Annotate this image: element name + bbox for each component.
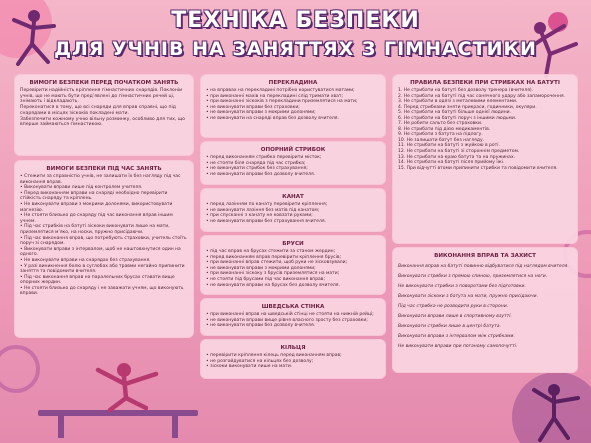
list-item: 9. Не стрибати з батута на підлогу. (398, 132, 483, 138)
list-item: • не розгойдуватися на кільцях без дозволу; (206, 359, 380, 365)
list-item: • не стояти біля снаряда під час стрибка; (206, 161, 380, 167)
list-item: • перед виконанням стрибка перевірити місток; (206, 155, 380, 161)
rule-list (206, 249, 380, 288)
rule-list (206, 353, 380, 370)
list-item: • зіскоки виконувати лише на мати. (206, 364, 380, 370)
list-item: • Виконувати вправи лише під контролем учителя. (20, 185, 188, 191)
list-item: • Не виконувати вправи на снарядах без страхування. (20, 258, 188, 264)
list-item: • перевірити кріплення кілець перед виконанням вправ; (206, 353, 380, 359)
panel-heading: ПРАВИЛА БЕЗПЕКИ ПРИ СТРИБКАХ НА БАТУТІ (410, 80, 560, 86)
panel-during-classes (14, 160, 194, 338)
list-item: • не стояти під брусами під час виконання вправ; (206, 277, 380, 283)
list-item: • при спусканні з канату не ковзати руками; (206, 213, 380, 219)
list-item: • не виконувати вправи з мокрими долонями; (206, 266, 380, 272)
list-item: • при виконанні вправ на шведській стінці не стояти на нижній рейці; (206, 312, 380, 318)
panel-heading: КІЛЬЦЯ (280, 345, 306, 351)
paragraph: Виконувати стрибки лише в центрі батута. (398, 324, 501, 330)
list-item: • під час вправ на брусах стежити за станом жердин; (206, 249, 380, 255)
list-item: • перед лазінням по канату перевірити кріплення; (206, 202, 380, 208)
paragraph: Не виконувати стрибки з поворотами без підготовки. (398, 283, 526, 289)
list-item: 2. Не стрибати на батуті під час сонячного удару або запаморочення. (398, 93, 566, 99)
list-item: 12. Не стрибати на батуті зі стороннім предметом. (398, 149, 520, 155)
list-item: • при виконанні зіскоків з перекладини приземлятися на мати; (206, 99, 380, 105)
list-item: 1. Не стрибати на батуті без дозволу тренера (вчителя). (398, 88, 534, 93)
list-item: 15. При відчутті втоми припинити стрибки та повідомити вчителя. (398, 165, 558, 171)
list-item: 8. Не стрибати під дією медикаментів. (398, 126, 491, 132)
paragraph: Виконання вправ на батуті повинно відбуватися під наглядом вчителя. (398, 263, 569, 269)
panel-rings (200, 339, 386, 379)
rule-list (398, 88, 572, 171)
list-item: • У разі виникнення болю в суглобах або травми негайно припинити заняття та повідомити вчителя. (20, 264, 188, 275)
list-item: • на вправах на перекладині потрібно користуватися матами; (206, 88, 380, 94)
paragraph: Виконувати вправи з інтервалом між стрибками. (398, 334, 515, 340)
list-item: 6. Не стрибати на батуті поруч з іншими людьми. (398, 115, 517, 121)
paragraph: Під час стрибка не розводити руки в сторони. (398, 303, 509, 309)
list-item: 13. Не стрибати на краю батута та на пружинах. (398, 154, 516, 160)
panel-wall-bars (200, 298, 386, 336)
list-item: • Під час виконання вправ на паралельних брусах ставати вище опорних жердин. (20, 275, 188, 286)
list-item: 4. Перед стрибками зняти прикраси, годинники, окуляри. (398, 104, 537, 110)
panel-heading: ВИМОГИ БЕЗПЕКИ ПІД ЧАС ЗАНЯТЬ (46, 166, 162, 172)
list-item: • Не стояти близько до снаряду під час виконання вправ іншим учнем. (20, 213, 188, 224)
paragraph: Перевірити надійність кріплення гімнастичних снарядів. Поклоніи учнів, що не мають бути пред’явлені до гімнастичних речей ці, знімають і відкладають. (20, 88, 183, 105)
list-item: • Виконувати вправи з інтервалом, щоб не наштовхнутися один на одного. (20, 247, 188, 258)
list-item: • не виконувати лазіння без матів під канатом; (206, 208, 380, 214)
list-item: • не виконувати вправи на брусах без дозволу вчителя. (206, 283, 380, 289)
list-item: • при виконанні махів на перекладині слід тримати хват; (206, 94, 380, 100)
list-item: • Перед виконанням вправи на снаряді необхідно перевірити стійкість снаряду та кріплень. (20, 191, 188, 202)
panel-trampoline-rules (392, 74, 578, 244)
list-item: • не виконувати вправи без дозволу вчителя. (206, 172, 380, 178)
rule-list (20, 174, 188, 297)
panel-crossbar (200, 74, 386, 138)
list-item: • не виконувати вправи без дозволу вчителя. (206, 323, 380, 329)
list-item: 10. Не залишати батут без нагляду. (398, 137, 485, 143)
list-item: 3. Не стрибати в одязі з металевими елементами. (398, 99, 518, 105)
list-item: • при виконанні зіскоку з брусів приземлятися на мати; (206, 271, 380, 277)
paragraph: Виконувати стрибки з прямою спиною, приземлятися на ноги. (398, 273, 548, 279)
panel-rope (200, 188, 386, 232)
panel-heading: ВИМОГИ БЕЗПЕКИ ПЕРЕД ПОЧАТКОМ ЗАНЯТЬ (29, 80, 179, 86)
gymnast-beam-illustration (28, 340, 208, 440)
list-item: • Не виконувати вправи з мокрими долонями, використовувати магнезію. (20, 202, 188, 213)
panel-vault (200, 141, 386, 185)
list-item: • не виконувати вправи без страховки; (206, 105, 380, 111)
panel-before-classes (14, 74, 194, 156)
list-item: • не виконувати вправи без страхування вчителя. (206, 219, 380, 225)
paragraph: Забезпечити кожному учню вільну розминку, особливо для тих, що вперше займаються гімнастикою. (20, 116, 185, 128)
rule-list (206, 88, 380, 122)
list-item: 5. Не стрибати на батуті більше однієї людини. (398, 110, 512, 116)
paragraph: Виконувати вправи лише в спортивному взутті. (398, 313, 512, 319)
list-item: • Стежити за справністю учнів, не залишати їх без нагляду під час виконання вправ. (20, 174, 188, 185)
paragraph: Переконатися в тому, що всі снаряди для вправ справні, що під снарядами в місцях зіскоків покладені мати. (20, 105, 176, 116)
list-item: • Не стояти близько до снаряду і не заважати учням, що виконують вправи. (20, 286, 188, 297)
list-item: • не виконувати на снаряді вправ без дозволу вчителя. (206, 116, 380, 122)
gymnast-ribbon-illustration (520, 380, 590, 442)
list-item: • Під час стрибків на батуті зіскоки виконувати лише на мати, приземлятися м’яко, на носки, пружно присідаючи. (20, 224, 188, 235)
rule-list (206, 202, 380, 224)
rule-list (206, 312, 380, 329)
list-item: • перед виконанням вправ перевірити кріплення брусів; (206, 255, 380, 261)
panel-heading: ПЕРЕКЛАДИНА (268, 80, 318, 86)
paragraph: Не виконувати вправи при поганому самопочутті. (398, 344, 518, 350)
list-item: • не виконувати вправи вище рівня власного зросту без страховки; (206, 318, 380, 324)
page-title: ТЕХНІКА БЕЗПЕКИ (171, 8, 420, 33)
list-item: • не виконувати вправи з мокрими долонями; (206, 110, 380, 116)
list-item: • Під час виконання вправ, що потребують страховки, учитель стоїть поруч зі снарядом. (20, 236, 188, 247)
panel-exercise-protection (392, 247, 578, 373)
panel-heading: ВИКОНАННЯ ВПРАВ ТА ЗАХИСТ (434, 253, 536, 259)
page-subtitle: ДЛЯ УЧНІВ НА ЗАНЯТТЯХ З ГІМНАСТИКИ (54, 38, 537, 60)
list-item: 11. Не стрибати на батуті з жуйкою в роті. (398, 143, 500, 149)
panel-heading: КАНАТ (282, 194, 304, 200)
list-item: • не виконувати стрибок без страхування; (206, 166, 380, 172)
panel-bars (200, 235, 386, 295)
list-item: • при виконанні вправ стежити, щоб руки не зісковзували; (206, 260, 380, 266)
panel-heading: БРУСИ (282, 241, 304, 247)
list-item: 7. Не робити сальто без страховки. (398, 121, 483, 127)
panel-heading: ОПОРНИЙ СТРИБОК (260, 147, 326, 153)
paragraph: Виконувати зіскоки з батута на мати, пружно присідаючи. (398, 293, 539, 299)
panel-heading: ШВЕДСЬКА СТІНКА (261, 304, 325, 310)
rule-list (206, 155, 380, 177)
list-item: 14. Не стрибати на батуті після прийому їжі. (398, 160, 505, 166)
